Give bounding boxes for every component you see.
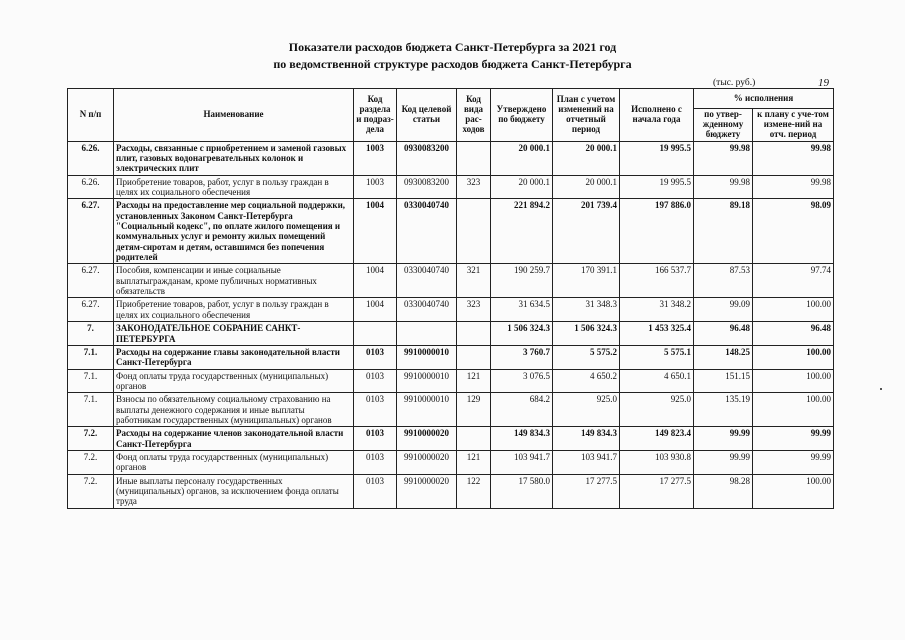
cell-name: Расходы на содержание членов законодательной власти Санкт-Петербурга — [114, 427, 354, 451]
cell-plan: 17 277.5 — [553, 474, 620, 508]
cell-num: 7.2. — [68, 450, 114, 474]
cell-target: 9910000020 — [397, 474, 457, 508]
cell-name: ЗАКОНОДАТЕЛЬНОЕ СОБРАНИЕ САНКТ-ПЕТЕРБУРГА — [114, 322, 354, 346]
cell-executed: 5 575.1 — [620, 345, 694, 369]
cell-plan: 5 575.2 — [553, 345, 620, 369]
cell-target — [397, 322, 457, 346]
cell-executed: 166 537.7 — [620, 264, 694, 298]
cell-pct-approved: 99.09 — [694, 298, 753, 322]
cell-type — [457, 427, 491, 451]
cell-pct-approved: 98.28 — [694, 474, 753, 508]
cell-pct-plan: 99.98 — [753, 175, 834, 199]
cell-plan: 201 739.4 — [553, 199, 620, 264]
cell-num: 6.27. — [68, 298, 114, 322]
cell-pct-approved: 87.53 — [694, 264, 753, 298]
expenditure-table — [67, 88, 834, 509]
table-body — [68, 141, 834, 508]
cell-pct-approved: 151.15 — [694, 369, 753, 393]
table-row — [68, 322, 834, 346]
cell-section: 1004 — [354, 264, 397, 298]
cell-approved: 149 834.3 — [491, 427, 553, 451]
cell-type: 121 — [457, 450, 491, 474]
header-pct-plan: к плану с уче-том измене-ний на отч. период — [753, 109, 834, 142]
cell-approved: 1 506 324.3 — [491, 322, 553, 346]
header-name: Наименование — [114, 89, 354, 142]
cell-num: 6.27. — [68, 264, 114, 298]
cell-name: Иные выплаты персоналу государственных (муниципальных) органов, за исключением фонда оплаты труда — [114, 474, 354, 508]
cell-approved: 17 580.0 — [491, 474, 553, 508]
cell-section: 0103 — [354, 427, 397, 451]
cell-name: Расходы, связанные с приобретением и заменой газовых плит, газовых водонагревательных колонок и электрических плит — [114, 141, 354, 175]
cell-pct-plan: 97.74 — [753, 264, 834, 298]
cell-section: 0103 — [354, 345, 397, 369]
cell-type: 121 — [457, 369, 491, 393]
cell-name: Приобретение товаров, работ, услуг в пользу граждан в целях их социального обеспечения — [114, 298, 354, 322]
table-row — [68, 345, 834, 369]
cell-pct-plan: 100.00 — [753, 369, 834, 393]
cell-pct-plan: 100.00 — [753, 393, 834, 427]
cell-section: 1003 — [354, 175, 397, 199]
cell-pct-approved: 148.25 — [694, 345, 753, 369]
cell-executed: 19 995.5 — [620, 175, 694, 199]
cell-num: 7.1. — [68, 345, 114, 369]
cell-num: 7.2. — [68, 427, 114, 451]
cell-approved: 3 076.5 — [491, 369, 553, 393]
cell-type: 122 — [457, 474, 491, 508]
cell-plan: 149 834.3 — [553, 427, 620, 451]
cell-num: 7. — [68, 322, 114, 346]
header-target: Код целевой статьи — [397, 89, 457, 142]
cell-executed: 925.0 — [620, 393, 694, 427]
cell-name: Пособия, компенсации и иные социальные выплатыгражданам, кроме публичных нормативных обязательств — [114, 264, 354, 298]
cell-name: Расходы на содержание главы законодательной власти Санкт-Петербурга — [114, 345, 354, 369]
cell-executed: 31 348.2 — [620, 298, 694, 322]
table-row — [68, 427, 834, 451]
cell-pct-approved: 99.99 — [694, 427, 753, 451]
cell-approved: 190 259.7 — [491, 264, 553, 298]
cell-plan: 103 941.7 — [553, 450, 620, 474]
cell-target: 0930083200 — [397, 175, 457, 199]
cell-target: 9910000010 — [397, 345, 457, 369]
cell-type — [457, 141, 491, 175]
cell-pct-plan: 99.98 — [753, 141, 834, 175]
table-row — [68, 393, 834, 427]
cell-type: 129 — [457, 393, 491, 427]
cell-name: Фонд оплаты труда государственных (муниципальных) органов — [114, 450, 354, 474]
cell-pct-plan: 96.48 — [753, 322, 834, 346]
cell-num: 7.1. — [68, 369, 114, 393]
cell-num: 7.1. — [68, 393, 114, 427]
units-label: (тыс. руб.) — [713, 78, 756, 88]
cell-executed: 1 453 325.4 — [620, 322, 694, 346]
cell-plan: 31 348.3 — [553, 298, 620, 322]
cell-type — [457, 322, 491, 346]
cell-num: 6.27. — [68, 199, 114, 264]
cell-name: Приобретение товаров, работ, услуг в пользу граждан в целях их социального обеспечения — [114, 175, 354, 199]
cell-approved: 103 941.7 — [491, 450, 553, 474]
cell-name: Расходы на предоставление мер социальной поддержки, установленных Законом Санкт-Петербурга "Социальный кодекс", по оплате жилого помещения и коммунальных услуг и ремонту жилых помещений детям-сиротам и детям, оставшимся без попечения родителей — [114, 199, 354, 264]
cell-section: 0103 — [354, 474, 397, 508]
cell-target: 9910000020 — [397, 450, 457, 474]
cell-pct-plan: 100.00 — [753, 474, 834, 508]
cell-plan: 925.0 — [553, 393, 620, 427]
cell-pct-plan: 99.99 — [753, 427, 834, 451]
cell-section: 0103 — [354, 369, 397, 393]
cell-plan: 20 000.1 — [553, 141, 620, 175]
cell-target: 9910000010 — [397, 369, 457, 393]
cell-pct-approved: 99.98 — [694, 175, 753, 199]
header-approved: Утверждено по бюджету — [491, 89, 553, 142]
cell-pct-approved: 99.99 — [694, 450, 753, 474]
header-pct-group: % исполнения — [694, 89, 834, 109]
cell-pct-plan: 99.99 — [753, 450, 834, 474]
scan-speck — [880, 388, 882, 390]
cell-target: 0330040740 — [397, 264, 457, 298]
cell-executed: 197 886.0 — [620, 199, 694, 264]
page-number: 19 — [818, 77, 829, 89]
table-row — [68, 199, 834, 264]
cell-executed: 4 650.1 — [620, 369, 694, 393]
cell-approved: 20 000.1 — [491, 141, 553, 175]
cell-section — [354, 322, 397, 346]
cell-pct-plan: 100.00 — [753, 345, 834, 369]
cell-section: 0103 — [354, 393, 397, 427]
cell-executed: 17 277.5 — [620, 474, 694, 508]
cell-target: 0330040740 — [397, 199, 457, 264]
cell-type: 321 — [457, 264, 491, 298]
cell-target: 0930083200 — [397, 141, 457, 175]
cell-num: 6.26. — [68, 175, 114, 199]
cell-plan: 20 000.1 — [553, 175, 620, 199]
cell-num: 7.2. — [68, 474, 114, 508]
table-row — [68, 141, 834, 175]
cell-executed: 103 930.8 — [620, 450, 694, 474]
cell-type: 323 — [457, 298, 491, 322]
cell-type — [457, 345, 491, 369]
header-executed: Исполнено с начала года — [620, 89, 694, 142]
header-pct-approved: по утвер-жденному бюджету — [694, 109, 753, 142]
cell-approved: 3 760.7 — [491, 345, 553, 369]
table-row — [68, 450, 834, 474]
cell-section: 1004 — [354, 199, 397, 264]
report-title-line1: Показатели расходов бюджета Санкт-Петербурга за 2021 год — [288, 40, 617, 54]
cell-section: 1004 — [354, 298, 397, 322]
table-row — [68, 264, 834, 298]
cell-pct-approved: 135.19 — [694, 393, 753, 427]
report-title-line2: по ведомственной структуре расходов бюджета Санкт-Петербурга — [273, 57, 632, 71]
cell-pct-plan: 100.00 — [753, 298, 834, 322]
cell-pct-approved: 89.18 — [694, 199, 753, 264]
cell-target: 9910000010 — [397, 393, 457, 427]
table-row — [68, 298, 834, 322]
cell-type: 323 — [457, 175, 491, 199]
header-type: Код вида рас-ходов — [457, 89, 491, 142]
cell-plan: 1 506 324.3 — [553, 322, 620, 346]
header-num: N п/п — [68, 89, 114, 142]
cell-name: Фонд оплаты труда государственных (муниципальных) органов — [114, 369, 354, 393]
cell-plan: 170 391.1 — [553, 264, 620, 298]
table-row — [68, 474, 834, 508]
cell-approved: 221 894.2 — [491, 199, 553, 264]
cell-name: Взносы по обязательному социальному страхованию на выплаты денежного содержания и иные выплаты работникам государственных (муниципальных) органов — [114, 393, 354, 427]
cell-section: 0103 — [354, 450, 397, 474]
cell-approved: 20 000.1 — [491, 175, 553, 199]
header-plan: План с учетом изменений на отчетный период — [553, 89, 620, 142]
cell-section: 1003 — [354, 141, 397, 175]
cell-target: 0330040740 — [397, 298, 457, 322]
cell-approved: 31 634.5 — [491, 298, 553, 322]
cell-plan: 4 650.2 — [553, 369, 620, 393]
cell-type — [457, 199, 491, 264]
cell-approved: 684.2 — [491, 393, 553, 427]
cell-num: 6.26. — [68, 141, 114, 175]
cell-executed: 19 995.5 — [620, 141, 694, 175]
header-section: Код раздела и подраз-дела — [354, 89, 397, 142]
cell-target: 9910000020 — [397, 427, 457, 451]
cell-pct-plan: 98.09 — [753, 199, 834, 264]
cell-pct-approved: 96.48 — [694, 322, 753, 346]
table-row — [68, 175, 834, 199]
cell-pct-approved: 99.98 — [694, 141, 753, 175]
cell-executed: 149 823.4 — [620, 427, 694, 451]
table-row — [68, 369, 834, 393]
